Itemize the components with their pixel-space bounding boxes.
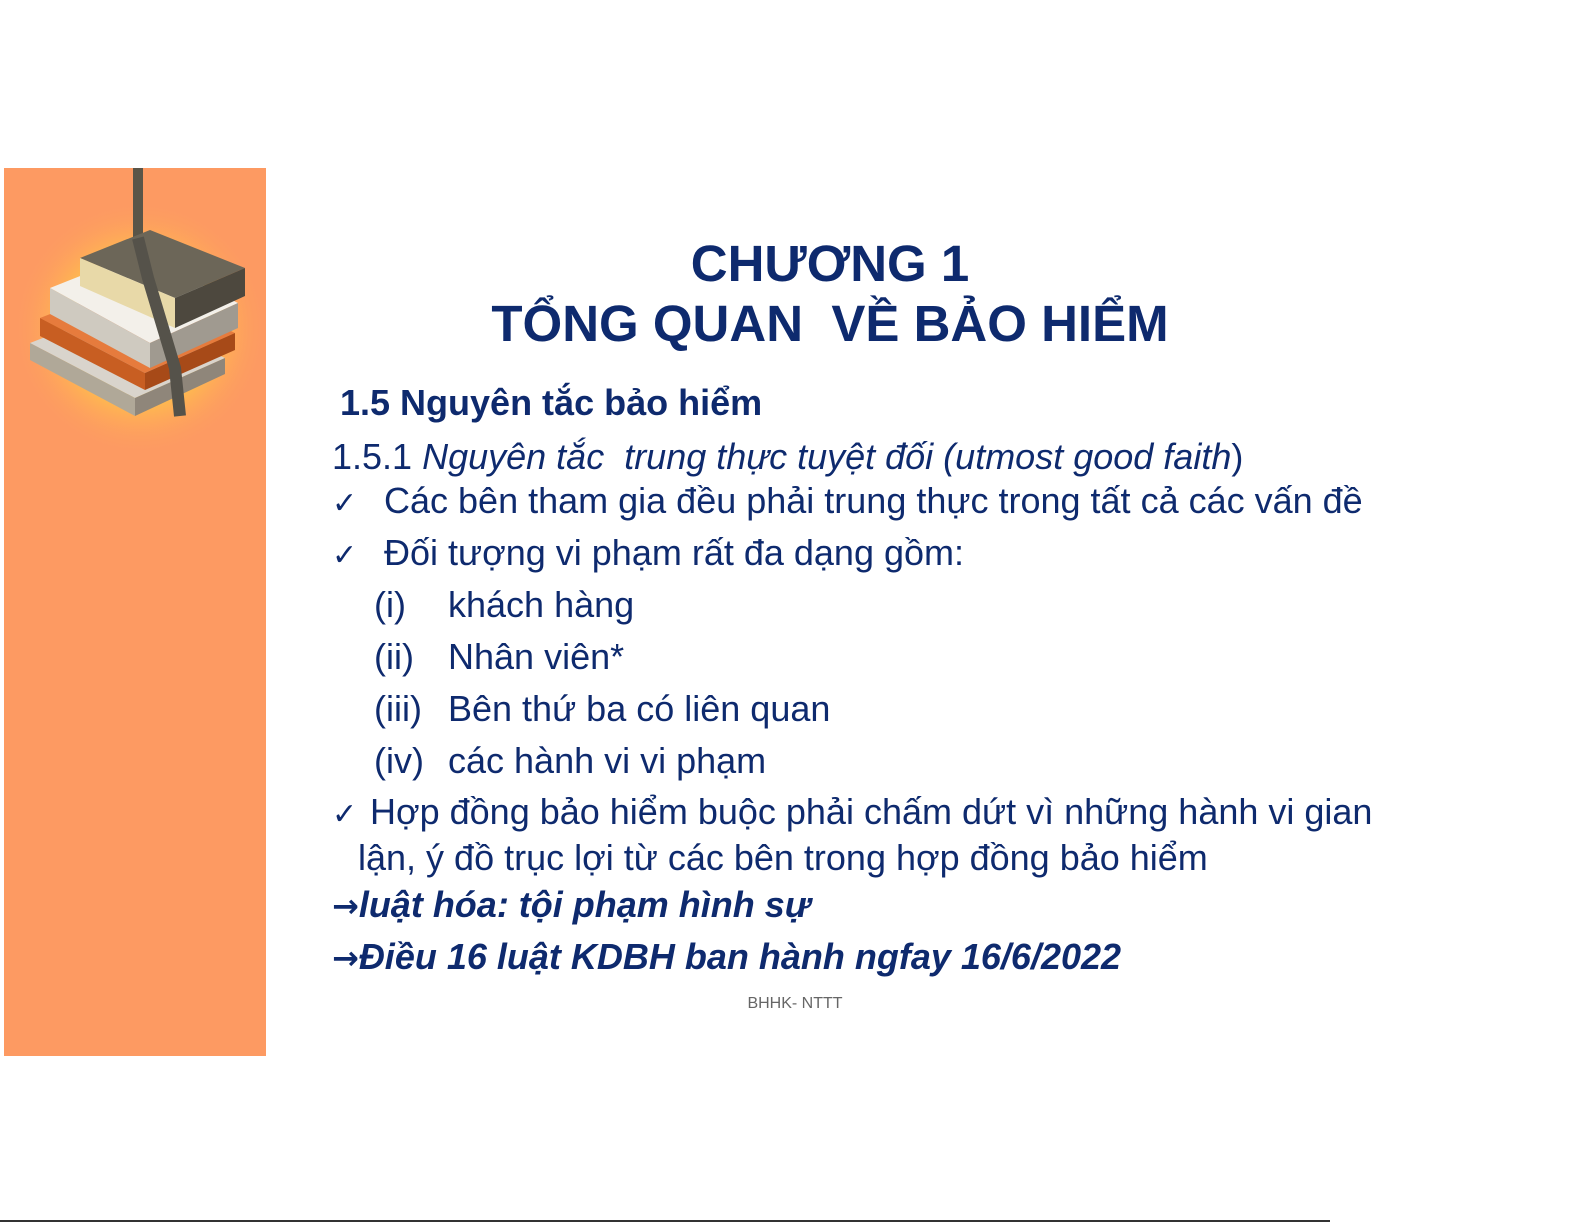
bullet-item xyxy=(332,480,1363,522)
bullet-item xyxy=(332,532,964,574)
sub-list-item xyxy=(374,636,624,678)
bullet-text-line-2: lận, ý đồ trục lợi từ các bên trong hợp đồng bảo hiểm xyxy=(358,837,1208,878)
conclusion-line xyxy=(332,884,811,926)
bullet-text-line-1: Hợp đồng bảo hiểm buộc phải chấm dứt vì những hành vi gian xyxy=(370,791,1373,832)
stacked-books-icon xyxy=(10,168,266,468)
subsection-close: ) xyxy=(1231,436,1244,477)
subsection-title: Nguyên tắc trung thực tuyệt đối (utmost good faith xyxy=(422,436,1232,477)
bullet-item xyxy=(332,790,1372,879)
sub-item-number: (ii) xyxy=(374,636,414,677)
bottom-divider xyxy=(0,1220,1330,1222)
title-line-1: CHƯƠNG 1 xyxy=(690,235,970,292)
subsection-heading xyxy=(332,436,1243,478)
check-icon: ✓ xyxy=(332,538,358,573)
subsection-number: 1.5.1 xyxy=(332,436,423,477)
check-icon: ✓ xyxy=(332,486,358,521)
sub-item-text: khách hàng xyxy=(448,584,635,625)
bullet-text: Đối tượng vi phạm rất đa dạng gồm: xyxy=(384,532,965,573)
title-line-2: TỔNG QUAN VỀ BẢO HIỂM xyxy=(491,295,1169,352)
check-icon: ✓ xyxy=(332,797,358,832)
sub-item-text: các hành vi vi phạm xyxy=(448,740,767,781)
sub-item-number: (iv) xyxy=(374,740,424,781)
slide-title xyxy=(420,234,1240,354)
sub-list-item xyxy=(374,740,766,782)
section-heading: 1.5 Nguyên tắc bảo hiểm xyxy=(340,382,763,423)
arrow-right-icon: → xyxy=(332,887,359,925)
sub-item-number: (iii) xyxy=(374,688,422,729)
bullet-text: Các bên tham gia đều phải trung thực trong tất cả các vấn đề xyxy=(384,480,1363,521)
conclusion-text: luật hóa: tội phạm hình sự xyxy=(358,884,811,925)
sub-item-number: (i) xyxy=(374,584,406,625)
sub-item-text: Bên thứ ba có liên quan xyxy=(448,688,831,729)
sub-list-item xyxy=(374,584,634,626)
conclusion-text: Điều 16 luật KDBH ban hành ngfay 16/6/2022 xyxy=(358,936,1122,977)
conclusion-line xyxy=(332,936,1121,978)
sub-item-text: Nhân viên* xyxy=(448,636,625,677)
sub-list-item xyxy=(374,688,830,730)
slide-footer: BHHK- NTTT xyxy=(747,995,843,1012)
arrow-right-icon: → xyxy=(332,939,359,977)
